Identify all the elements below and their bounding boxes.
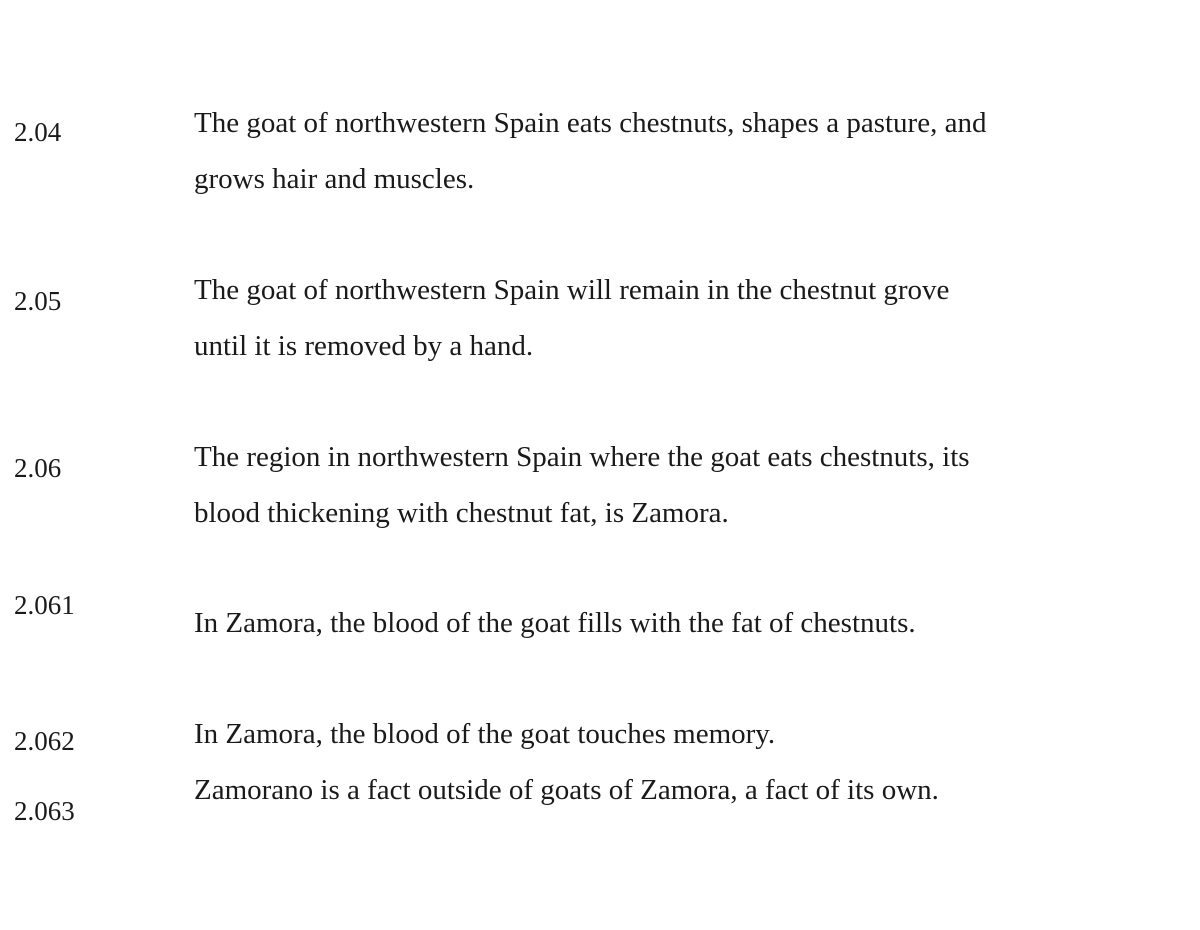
section-text-2-062 [194,706,1154,762]
section-text-2-061 [194,595,1154,651]
section-text-line: The goat of northwestern Spain will remain in the chestnut grove [194,274,950,306]
section-number-2-063: 2.063 [14,796,75,826]
section-number-2-06: 2.06 [14,453,62,483]
section-number-2-062: 2.062 [14,726,75,756]
section-text-line: The goat of northwestern Spain eats chestnuts, shapes a pasture, and [194,107,987,139]
section-text-2-063 [194,762,1154,818]
section-number-2-04: 2.04 [14,117,62,147]
section-text-line: until it is removed by a hand. [194,330,534,362]
section-number-2-061: 2.061 [14,590,75,620]
section-text-2-05 [194,262,1154,374]
section-text-line: In Zamora, the blood of the goat touches memory. [194,718,776,750]
section-text-line: In Zamora, the blood of the goat fills with the fat of chestnuts. [194,607,916,639]
section-text-line: grows hair and muscles. [194,163,475,195]
section-number-2-05: 2.05 [14,286,62,316]
section-text-line: blood thickening with chestnut fat, is Zamora. [194,497,729,529]
section-text-2-06 [194,429,1154,541]
section-text-line: Zamorano is a fact outside of goats of Zamora, a fact of its own. [194,774,939,806]
section-text-line: The region in northwestern Spain where the goat eats chestnuts, its [194,441,970,473]
section-text-2-04 [194,95,1154,207]
